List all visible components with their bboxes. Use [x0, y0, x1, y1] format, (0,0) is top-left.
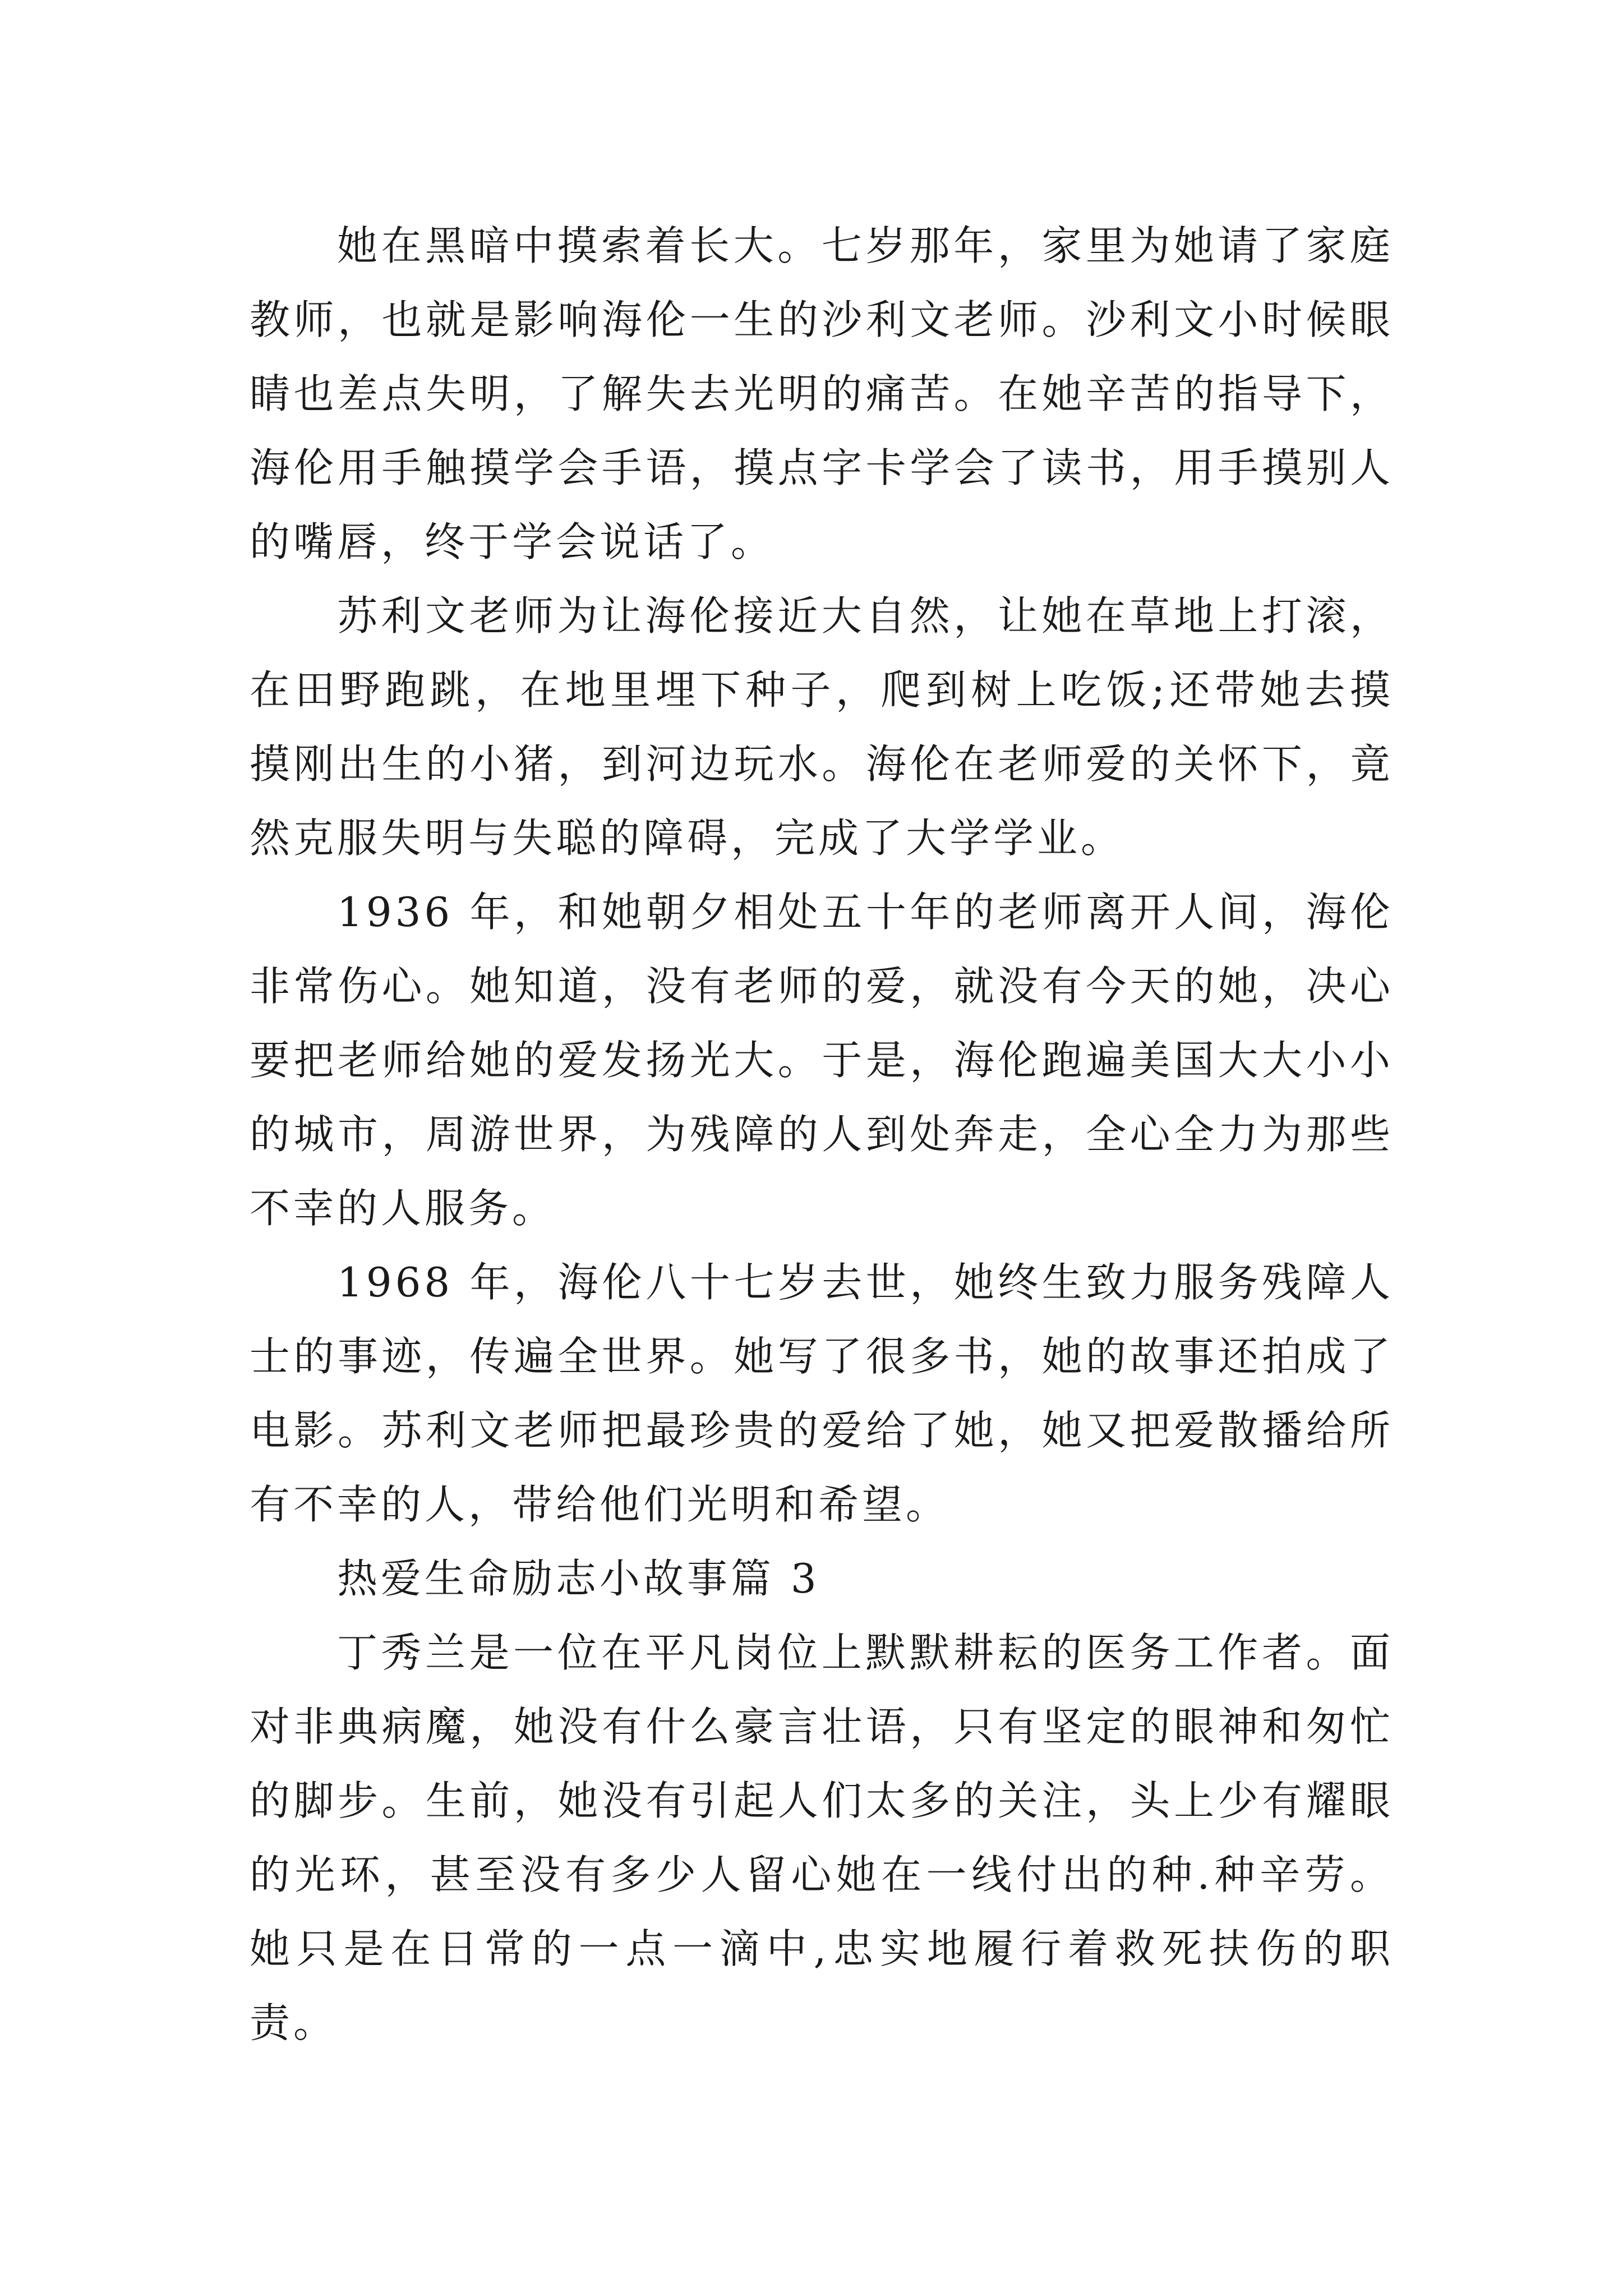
paragraph: 1936 年，和她朝夕相处五十年的老师离开人间，海伦非常伤心。她知道，没有老师的爱，就没有今天的她，决心要把老师给她的爱发扬光大。于是，海伦跑遍美国大大小小的城市，周游世界，为残障的人到处奔走，全心全力为那些不幸的人服务。 [250, 889, 1394, 1232]
section-heading: 热爱生命励志小故事篇 3 [337, 1555, 820, 1602]
paragraph: 丁秀兰是一位在平凡岗位上默默耕耘的医务工作者。面对非典病魔，她没有什么豪言壮语，只有坚定的眼神和匆忙的脚步。生前，她没有引起人们太多的关注，头上少有耀眼的光环，甚至没有多少人留心她在一线付出的种.种辛劳。她只是在日常的一点一滴中,忠实地履行着救死扶伤的职责。 [250, 1629, 1394, 2046]
paragraph: 1968 年，海伦八十七岁去世，她终生致力服务残障人士的事迹，传遍全世界。她写了很多书，她的故事还拍成了电影。苏利文老师把最珍贵的爱给了她，她又把爱散播给所有不幸的人，带给他们光明和希望。 [250, 1259, 1394, 1528]
paragraph: 她在黑暗中摸索着长大。七岁那年，家里为她请了家庭教师，也就是影响海伦一生的沙利文老师。沙利文小时候眼睛也差点失明，了解失去光明的痛苦。在她辛苦的指导下，海伦用手触摸学会手语，摸点字卡学会了读书，用手摸别人的嘴唇，终于学会说话了。 [250, 222, 1394, 565]
document-body [250, 209, 1394, 2060]
paragraph: 苏利文老师为让海伦接近大自然，让她在草地上打滚，在田野跑跳，在地里埋下种子，爬到树上吃饭;还带她去摸摸刚出生的小猪，到河边玩水。海伦在老师爱的关怀下，竟然克服失明与失聪的障碍，完成了大学学业。 [250, 592, 1394, 862]
